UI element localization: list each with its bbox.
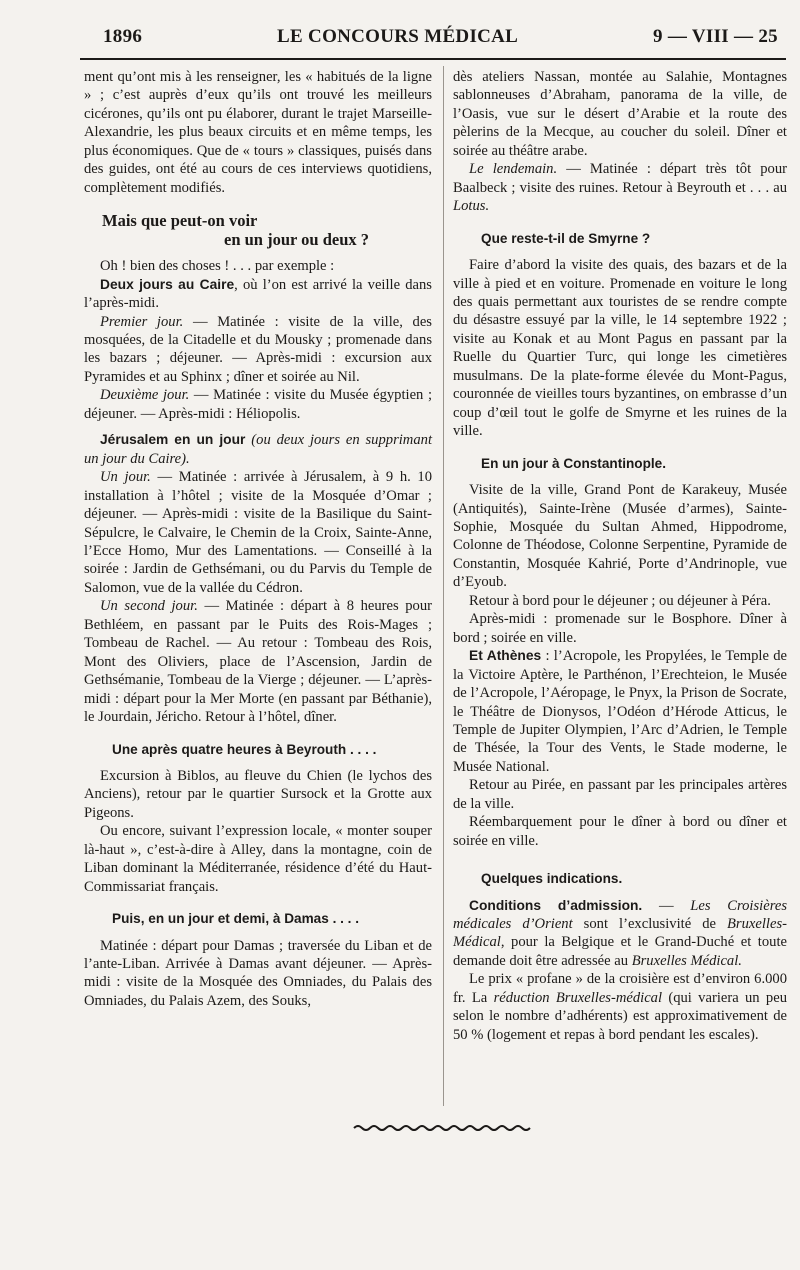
page-number: 1896	[103, 26, 143, 47]
paragraph-lendemain: Le lendemain. — Matinée : départ très tôt pour Baalbeck ; visite des ruines. Retour à Beyrouth et . . . au Lotus.	[453, 161, 787, 215]
paragraph-athenes-3: Réembarquement pour le dîner à bord ou dîner et soirée en ville.	[453, 814, 787, 849]
right-column	[453, 68, 787, 1044]
paragraph-beyrouth-1: Excursion à Biblos, au fleuve du Chien (le lychos des Anciens), retour par le quartier Sursock et la Grotte aux Pigeons.	[84, 767, 432, 821]
paragraph-un-jour: Un jour. — Matinée : arrivée à Jérusalem, à 9 h. 10 installation à l’hôtel ; visite de la Mosquée d’Omar ; déjeuner. — Après-midi : visite de la Basilique du Saint-Sépulcre, le Calvaire, le Chemin de la Croix, Sainte-Anne, l’Ecce Homo, Mur des Lamentations. — Conseillé à la soirée : Jardin de Gethsémani, ou du Parvis du Temple de Salomon, vue de la vallée du Cédron.	[84, 469, 433, 596]
header-rule	[80, 58, 786, 60]
heading-beyrouth: Une après quatre heures à Beyrouth . . . .	[112, 741, 377, 757]
paragraph-premier-jour: Premier jour. — Matinée : visite de la ville, des mosquées, de la Citadelle et du Mousky ; promenade dans les bazars ; déjeuner. — Après-midi : excursion aux Pyramides et au Sphinx ; dîner et soirée au Nil.	[84, 313, 432, 385]
paragraph-prix: Le prix « profane » de la croisière est d’environ 6.000 fr. La réduction Bruxelles-médical (qui variera un peu selon le nombre d’adhérents) est approximativement de 50 % (logement et repas à bord pendant les escales).	[453, 971, 787, 1043]
heading-constantinople: En un jour à Constantinople.	[481, 455, 667, 471]
paragraph-beyrouth-2: Ou encore, suivant l’expression locale, « monter souper là-haut », c’est-à-dire à Alley, dans la montagne, coin de Liban dominant la Méditerranée, résidence d’été du Haut-Commissariat français.	[84, 823, 432, 895]
left-column	[84, 68, 432, 1010]
paragraph-athenes: Et Athènes : l’Acropole, les Propylées, le Temple de la Victoire Aptère, le Parthénon, l’Erechteion, le Musée de l’Acropole, l’Aéropage, le Pnyx, la Prison de Socrate, le Théâtre de Dionysos, l’Odéon d’Hérode Atticus, le Temple de Jupiter Olympien, l’Arc d’Adrien, le Temple de Thésée, la Tour des Vents, le Stade moderne, le Musée National.	[453, 648, 788, 775]
heading-damas: Puis, en un jour et demi, à Damas . . . .	[112, 911, 360, 927]
paragraph-constantinople-1: Visite de la ville, Grand Pont de Karakeuy, Musée (Antiquités), Sainte-Irène (Musée d’armes), Sainte-Sophie, Mosquée du Sultan Ahmed, Hippodrome, Colonne de Théodose, Colonne Serpentine, Pyramide de Constantin, Mosquée Kahrié, Porte d’Andrinople, vue d’Eyoub.	[453, 482, 787, 591]
paragraph-intro: ment qu’ont mis à les renseigner, les « habitués de la ligne » ; c’est auprès d’eux qu’ils ont trouvé les meilleurs cicérones, qu’ils ont pu élaborer, durant le trajet Marseille-Alexandrie, les plus beaux circuits et en même temps, les plus économiques. Que de « tours » classiques, puisés dans des guides, ont été au cours de ces interviews quotidiens, complètement modifiés.	[84, 69, 432, 196]
heading-quelques-indications: Quelques indications.	[481, 871, 623, 887]
journal-title: LE CONCOURS MÉDICAL	[277, 26, 519, 47]
running-header	[103, 22, 778, 52]
paragraph-damas: Matinée : départ pour Damas ; traversée du Liban et de l’ante-Liban. Arrivée à Damas avant déjeuner. — Après-midi : visite de la Mosquée des Omniades, du Palais des Omniades, du Palais Azem, des Souks,	[84, 937, 432, 1009]
column-divider	[443, 66, 444, 1106]
paragraph-smyrne: Faire d’abord la visite des quais, des bazars et de la ville à pied et en voiture. Promenade en voiture le long des quais permettant aux touristes de se rendre compte du désastre essuyé par la ville, le 14 septembre 1922 ; visite au Konak et au Mont Pagus en passant par la Ruelle du Quartier Turc, qui longe les cimetières musulmans. De la plate-forme élevée du Mont-Pagus, couronnée de vieilles tours byzantines, on embrasse d’un coup d’œil tout le golfe de Smyrne et les ruines de la ville.	[453, 257, 787, 440]
section-heading-un-jour-ou-deux: Mais que peut-on voir en un jour ou deux ?	[102, 211, 370, 250]
paragraph-constantinople-3: Après-midi : promenade sur le Bosphore. Dîner à bord ; soirée en ville.	[453, 611, 787, 646]
paragraph-deuxieme-jour: Deuxième jour. — Matinée : visite du Musée égyptien ; déjeuner. — Après-midi : Héliopolis.	[84, 387, 432, 422]
paragraph-athenes-2: Retour au Pirée, en passant par les principales artères de la ville.	[453, 777, 787, 812]
paragraph-jerusalem: Jérusalem en un jour (ou deux jours en supprimant un jour du Caire).	[84, 432, 432, 467]
ornament-divider	[352, 1124, 534, 1132]
paragraph-caire: Deux jours au Caire, où l’on est arrivé la veille dans l’après-midi.	[84, 276, 432, 312]
paragraph-damas-cont: dès ateliers Nassan, montée au Salahie, Montagnes sablonneuses d’Abraham, panorama de la ville, de l’Oasis, vue sur le désert d’Arabie et la route des pèlerins de la Mecque, au coucher du soleil. Dîner et soirée au théâtre arabe.	[453, 69, 787, 159]
paragraph-oh: Oh ! bien des choses ! . . . par exemple :	[100, 258, 335, 275]
paragraph-constantinople-2: Retour à bord pour le déjeuner ; ou déjeuner à Péra.	[469, 592, 771, 609]
paragraph-conditions: Conditions d’admission. — Les Croisières médicales d’Orient sont l’exclusivité de Bruxelles-Médical, pour la Belgique et le Grand-Duché et toute demande doit être adressée au Bruxelles Médical.	[453, 897, 787, 969]
paragraph-second-jour: Un second jour. — Matinée : départ à 8 heures pour Bethléem, en passant par le Puits des Rois-Mages ; Tombeau de Rachel. — Au retour : Tombeau des Rois, Mont des Oliviers, place de l’Ascension, Jardin de Gethsémanie, Tombeau de la Vierge ; déjeuner. — L’après-midi : départ pour la Mer Morte (en passant par Béthanie), le Jourdain, Jéricho. Retour à l’hôtel, dîner.	[84, 598, 433, 726]
heading-smyrne: Que reste-t-il de Smyrne ?	[481, 230, 651, 246]
issue-date: 9 — VIII — 25	[653, 26, 778, 47]
